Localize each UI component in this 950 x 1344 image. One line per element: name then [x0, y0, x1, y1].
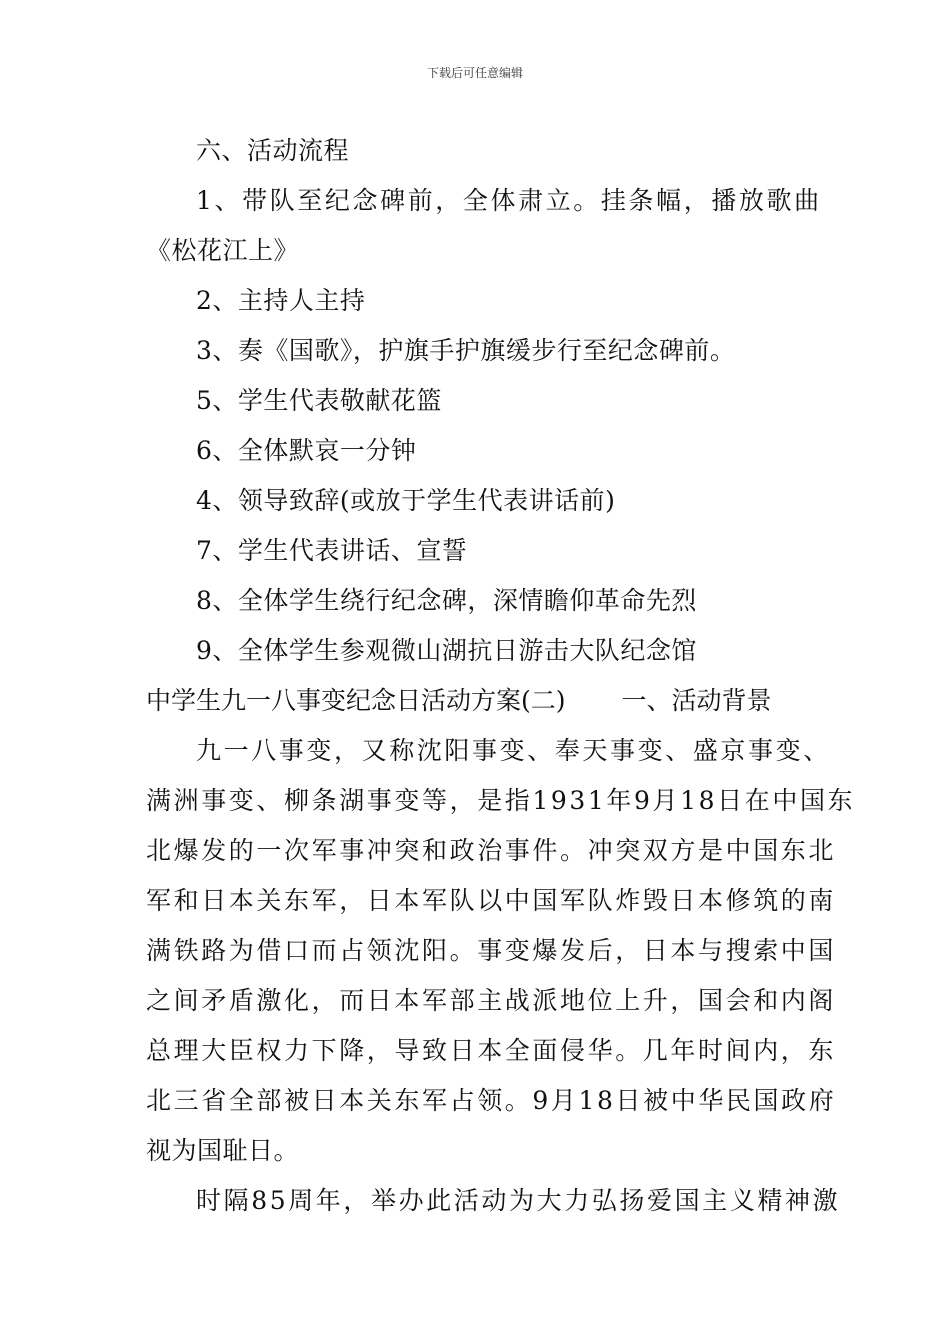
paragraph-line: 军和日本关东军，日本军队以中国军队炸毁日本修筑的南	[146, 886, 837, 915]
page-header: 下载后可任意编辑	[426, 66, 523, 80]
paragraph-line: 北爆发的一次军事冲突和政治事件。冲突双方是中国东北	[146, 836, 837, 865]
section-heading-process: 六、活动流程	[196, 136, 350, 165]
list-item: 1、带队至纪念碑前，全体肃立。挂条幅，播放歌曲	[196, 186, 822, 215]
list-item: 5、学生代表敬献花篮	[196, 386, 442, 415]
paragraph-line: 满铁路为借口而占领沈阳。事变爆发后，日本与搜索中国	[146, 936, 837, 965]
paragraph-line: 时隔85周年，举办此活动为大力弘扬爱国主义精神激	[196, 1186, 841, 1215]
list-item: 3、奏《国歌》，护旗手护旗缓步行至纪念碑前。	[196, 336, 736, 365]
paragraph-line: 九一八事变，又称沈阳事变、奉天事变、盛京事变、	[196, 736, 831, 765]
list-item: 9、全体学生参观微山湖抗日游击大队纪念馆	[196, 636, 697, 665]
list-item: 6、全体默哀一分钟	[196, 436, 417, 465]
paragraph-line: 视为国耻日。	[146, 1136, 300, 1165]
paragraph-line: 总理大臣权力下降，导致日本全面侵华。几年时间内，东	[146, 1036, 837, 1065]
list-item: 8、全体学生绕行纪念碑，深情瞻仰革命先烈	[196, 586, 697, 615]
paragraph-line: 之间矛盾激化，而日本军部主战派地位上升，国会和内阁	[146, 986, 837, 1015]
section-heading-background: 一、活动背景	[621, 686, 772, 715]
document-body	[146, 126, 856, 1226]
paragraph-line: 满洲事变、柳条湖事变等，是指1931年9月18日在中国东	[146, 786, 856, 815]
list-item: 2、主持人主持	[196, 286, 366, 315]
plan-title: 中学生九一八事变纪念日活动方案(二)	[146, 686, 566, 715]
list-item: 4、领导致辞(或放于学生代表讲话前)	[196, 486, 616, 515]
plan-title-line	[146, 676, 810, 726]
list-item: 《松花江上》	[146, 236, 300, 265]
paragraph-line: 北三省全部被日本关东军占领。9月18日被中华民国政府	[146, 1086, 837, 1115]
list-item: 7、学生代表讲话、宣誓	[196, 536, 468, 565]
